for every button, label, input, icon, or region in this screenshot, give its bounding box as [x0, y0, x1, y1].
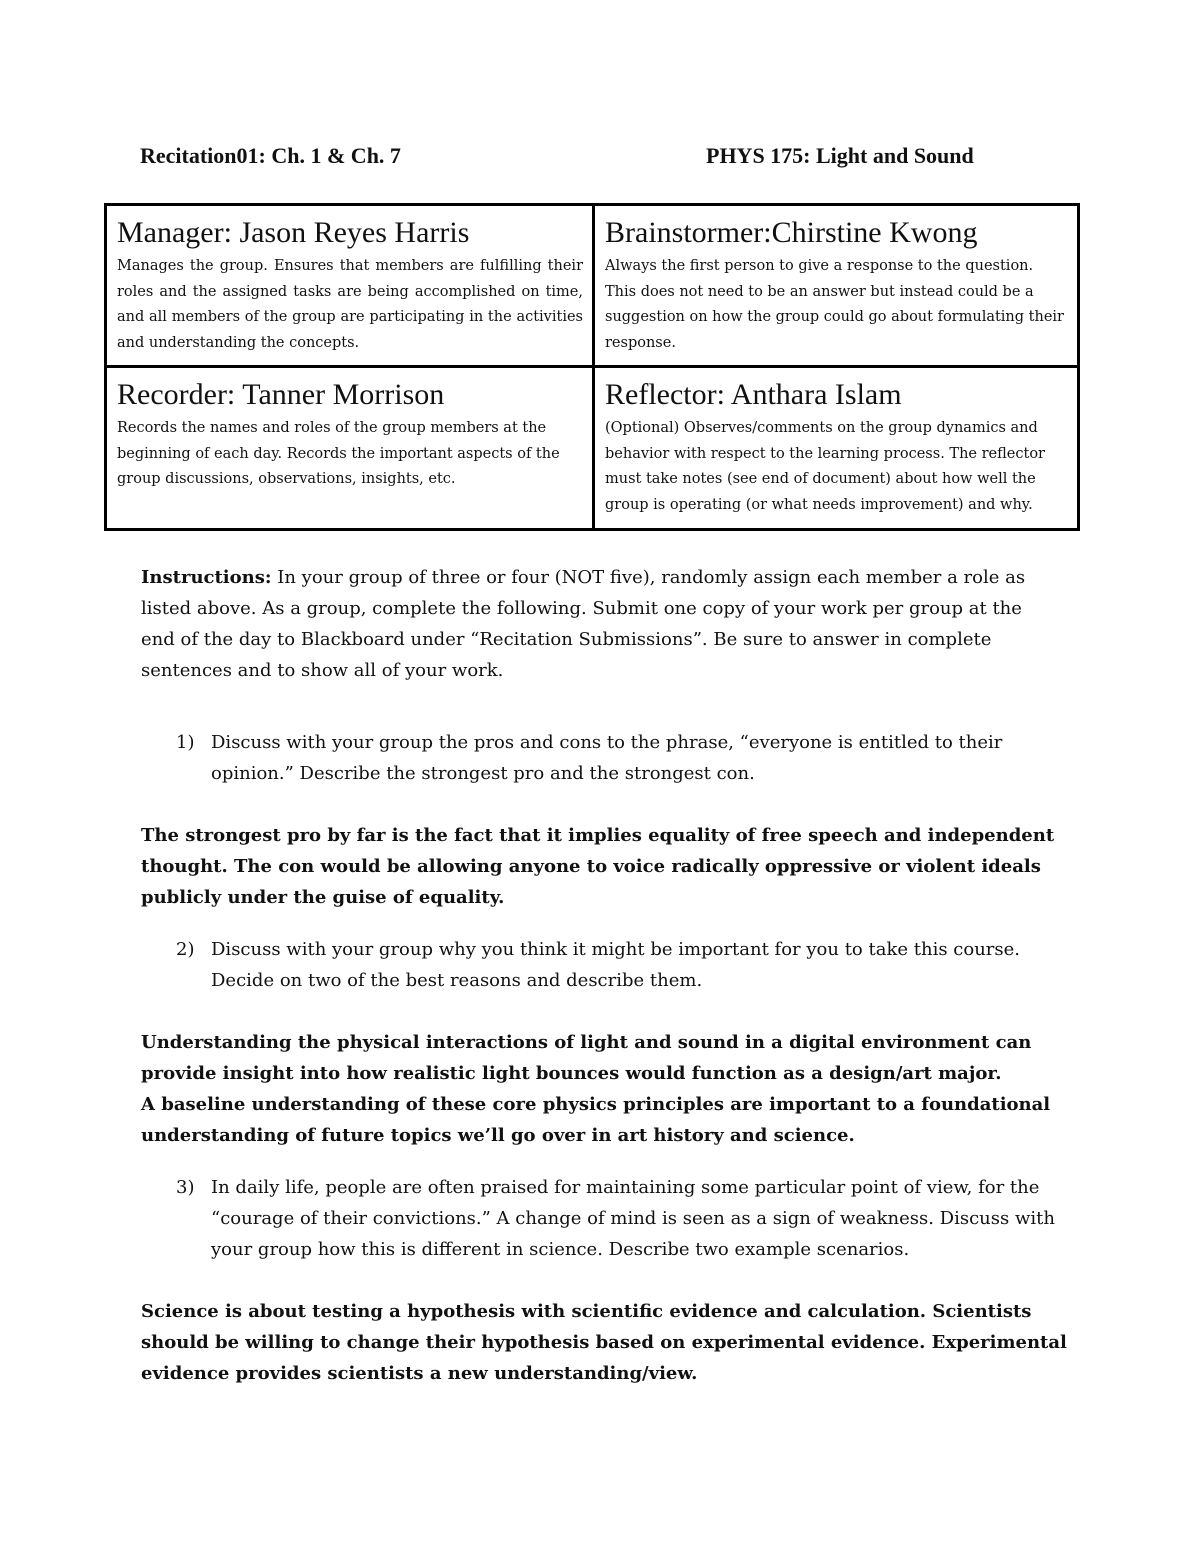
question-2	[176, 934, 1066, 996]
question-text: Discuss with your group the pros and cons to the phrase, “everyone is entitled to their opinion.” Describe the strongest pro and the strongest con.	[211, 732, 1003, 784]
role-description-manager: Manages the group. Ensures that members are fulfilling their roles and the assigned tasks are being accomplished on time, and all members of the group are participating in the activities and understanding the concepts.	[117, 258, 583, 351]
question-number: 2)	[176, 939, 195, 960]
role-description-reflector: (Optional) Observes/comments on the group dynamics and behavior with respect to the learning process. The reflector must take notes (see end of document) about how well the group is operating (or what needs improvement) and why.	[605, 420, 1045, 513]
role-description-brainstormer: Always the first person to give a response to the question. This does not need to be an answer but instead could be a suggestion on how the group could go about formulating their response.	[605, 258, 1064, 351]
role-cell-manager	[106, 205, 594, 367]
roles-row	[106, 367, 1079, 530]
role-cell-brainstormer	[594, 205, 1079, 367]
role-title-recorder: Recorder: Tanner Morrison	[117, 378, 445, 411]
instructions-label: Instructions:	[141, 567, 272, 588]
document-header	[140, 143, 1020, 175]
question-1	[176, 727, 1066, 789]
instructions-paragraph	[141, 562, 1061, 686]
answer-2-paragraph-1: Understanding the physical interactions of light and sound in a digital environment can provide insight into how realistic light bounces would function as a design/art major.	[141, 1032, 1032, 1084]
role-title-reflector: Reflector: Anthara Islam	[605, 378, 902, 411]
role-title-brainstormer: Brainstormer:Chirstine Kwong	[605, 216, 978, 249]
answer-2	[141, 1027, 1071, 1151]
roles-row	[106, 205, 1079, 367]
role-description-recorder: Records the names and roles of the group members at the beginning of each day. Records the important aspects of the group discussions, observations, insights, etc.	[117, 420, 560, 487]
question-text: Discuss with your group why you think it might be important for you to take this course. Decide on two of the best reasons and describe them.	[211, 939, 1021, 991]
role-title-manager: Manager: Jason Reyes Harris	[117, 216, 470, 249]
role-cell-reflector	[594, 367, 1079, 530]
answer-2-paragraph-2: A baseline understanding of these core physics principles are important to a foundational understanding of future topics we’ll go over in art history and science.	[141, 1094, 1051, 1146]
question-number: 1)	[176, 732, 195, 753]
recitation-title: Recitation01: Ch. 1 & Ch. 7	[140, 143, 401, 168]
question-number: 3)	[176, 1177, 195, 1198]
answer-3: Science is about testing a hypothesis with scientific evidence and calculation. Scientists should be willing to change their hypothesis based on experimental evidence. Experimental evidence provides scientists a new understanding/view.	[141, 1301, 1067, 1384]
question-text: In daily life, people are often praised for maintaining some particular point of view, for the “courage of their convictions.” A change of mind is seen as a sign of weakness. Discuss with your group how this is different in science. Describe two example scenarios.	[211, 1177, 1055, 1260]
answer-1: The strongest pro by far is the fact that it implies equality of free speech and independent thought. The con would be allowing anyone to voice radically oppressive or violent ideals publicly under the guise of equality.	[141, 825, 1055, 908]
role-cell-recorder	[106, 367, 594, 530]
roles-table	[104, 203, 1080, 531]
instructions-text: In your group of three or four (NOT five), randomly assign each member a role as listed above. As a group, complete the following. Submit one copy of your work per group at the end of the day to Blackboard under “Recitation Submissions”. Be sure to answer in complete sentences and to show all of your work.	[141, 567, 1026, 681]
course-title: PHYS 175: Light and Sound	[706, 143, 974, 168]
question-3	[176, 1172, 1066, 1265]
